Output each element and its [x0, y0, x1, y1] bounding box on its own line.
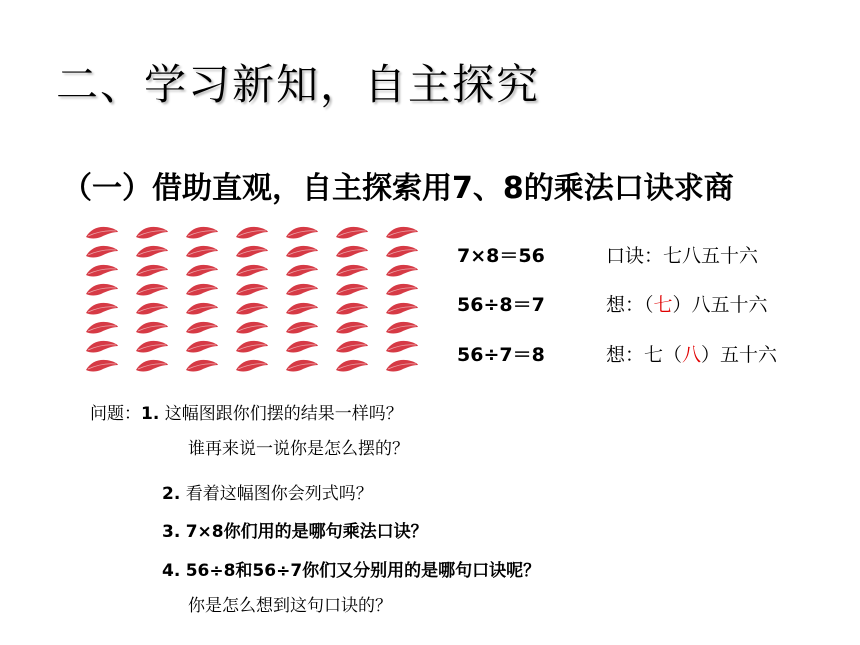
red-leaf-icon — [385, 225, 419, 239]
equation-1: 7×8＝56 — [457, 245, 545, 267]
red-leaf-icon — [285, 263, 319, 277]
question-1-line2: 谁再来说一说你是怎么摆的？ — [188, 439, 409, 459]
section-subtitle: （一）借助直观，自主探索用7、8的乘法口诀求商 — [62, 171, 734, 206]
red-leaf-icon — [135, 339, 169, 353]
red-leaf-icon — [135, 320, 169, 334]
red-leaf-icon — [185, 339, 219, 353]
red-leaf-icon — [385, 263, 419, 277]
question-3 — [162, 517, 428, 542]
red-leaf-icon — [285, 301, 319, 315]
red-leaf-icon — [185, 244, 219, 258]
red-leaf-icon — [235, 358, 269, 372]
red-leaf-icon — [185, 358, 219, 372]
red-leaf-icon — [135, 301, 169, 315]
question-2 — [162, 479, 373, 504]
question-3-number: 3. — [162, 522, 181, 542]
question-1-text: 这幅图跟你们摆的结果一样吗？ — [164, 404, 403, 424]
red-leaf-icon — [85, 282, 119, 296]
red-leaf-icon — [185, 282, 219, 296]
equation-2: 56÷8＝7 — [457, 294, 545, 316]
red-leaf-icon — [185, 225, 219, 239]
leaf-illustration — [85, 225, 425, 375]
red-leaf-icon — [235, 320, 269, 334]
red-leaf-icon — [85, 225, 119, 239]
red-leaf-icon — [285, 320, 319, 334]
verse-3-open: （ — [663, 344, 683, 366]
question-2-text: 看着这幅图你会列式吗？ — [185, 484, 373, 504]
red-leaf-icon — [385, 301, 419, 315]
red-leaf-icon — [85, 263, 119, 277]
question-4-line2: 你是怎么想到这句口诀的？ — [188, 596, 392, 616]
verse-3-prefix: 想：七 — [606, 344, 664, 366]
red-leaf-icon — [285, 358, 319, 372]
question-2-number: 2. — [162, 484, 181, 504]
red-leaf-icon — [135, 282, 169, 296]
verse-2-rest: ）八五十六 — [672, 294, 768, 316]
red-leaf-icon — [235, 339, 269, 353]
equation-3: 56÷7＝8 — [457, 344, 545, 366]
red-leaf-icon — [135, 225, 169, 239]
red-leaf-icon — [135, 244, 169, 258]
question-1-number: 1. — [141, 404, 160, 424]
red-leaf-icon — [385, 320, 419, 334]
question-4 — [162, 556, 540, 581]
red-leaf-icon — [235, 282, 269, 296]
verse-2-prefix: 想： — [606, 294, 645, 316]
slide-title: 二、学习新知，自主探究 — [56, 60, 541, 109]
red-leaf-icon — [235, 301, 269, 315]
verse-3 — [606, 340, 777, 367]
red-leaf-icon — [285, 339, 319, 353]
red-leaf-icon — [185, 320, 219, 334]
red-leaf-icon — [335, 244, 369, 258]
red-leaf-icon — [85, 320, 119, 334]
red-leaf-icon — [85, 358, 119, 372]
red-leaf-icon — [235, 244, 269, 258]
verse-2-answer: 七 — [653, 294, 673, 316]
red-leaf-icon — [385, 282, 419, 296]
verse-2-open: （ — [644, 294, 654, 316]
verse-2 — [606, 290, 768, 317]
red-leaf-icon — [85, 244, 119, 258]
red-leaf-icon — [235, 225, 269, 239]
red-leaf-icon — [285, 225, 319, 239]
red-leaf-icon — [335, 301, 369, 315]
red-leaf-icon — [235, 263, 269, 277]
red-leaf-icon — [85, 301, 119, 315]
red-leaf-icon — [335, 263, 369, 277]
verse-1-text: 口诀：七八五十六 — [606, 245, 759, 267]
question-4-number: 4. — [162, 561, 181, 581]
verse-1 — [606, 241, 758, 268]
questions-heading: 问题： — [90, 404, 141, 424]
red-leaf-icon — [135, 358, 169, 372]
red-leaf-icon — [335, 282, 369, 296]
red-leaf-icon — [335, 339, 369, 353]
red-leaf-icon — [135, 263, 169, 277]
verse-3-answer: 八 — [682, 344, 702, 366]
question-1 — [90, 399, 403, 424]
red-leaf-icon — [385, 339, 419, 353]
question-3-text: 7×8你们用的是哪句乘法口诀？ — [185, 522, 428, 542]
red-leaf-icon — [285, 244, 319, 258]
red-leaf-icon — [85, 339, 119, 353]
question-4-text: 56÷8和56÷7你们又分别用的是哪句口诀呢？ — [185, 561, 541, 581]
red-leaf-icon — [385, 358, 419, 372]
red-leaf-icon — [335, 320, 369, 334]
red-leaf-icon — [335, 225, 369, 239]
red-leaf-icon — [385, 244, 419, 258]
verse-3-rest: ）五十六 — [701, 344, 778, 366]
red-leaf-icon — [185, 263, 219, 277]
red-leaf-icon — [285, 282, 319, 296]
red-leaf-icon — [185, 301, 219, 315]
red-leaf-icon — [335, 358, 369, 372]
